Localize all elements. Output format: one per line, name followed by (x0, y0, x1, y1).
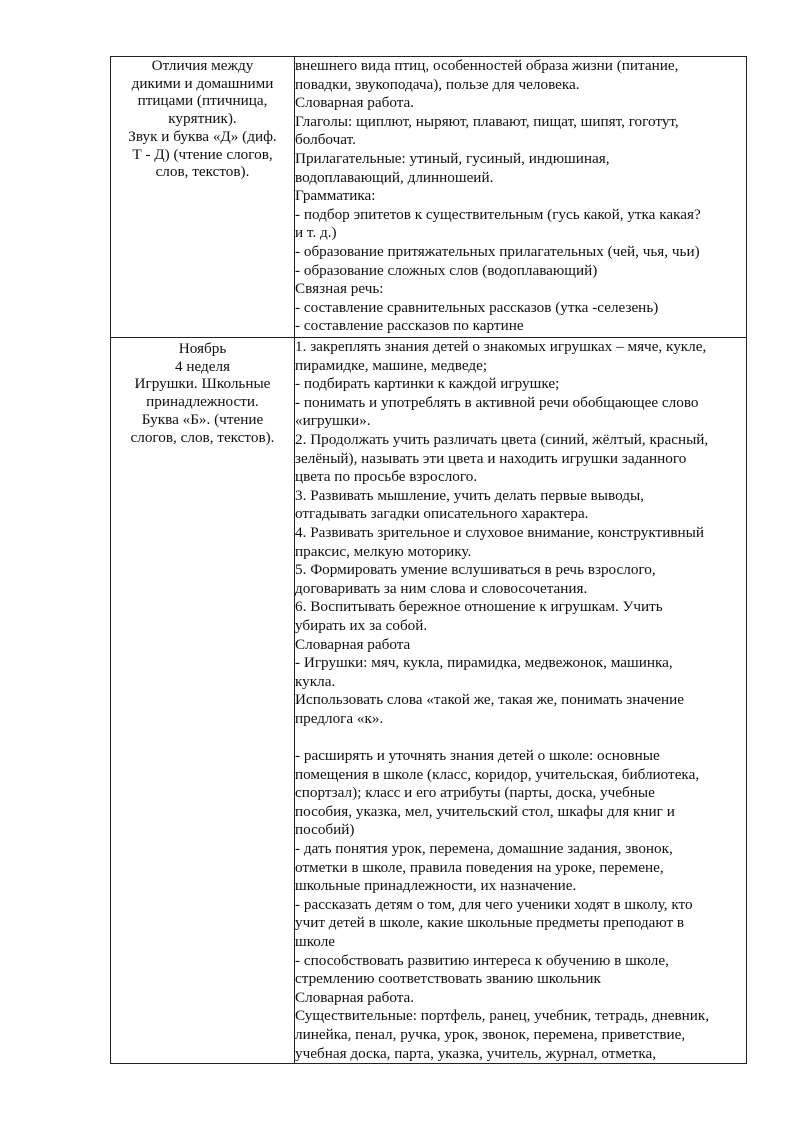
text-line: - дать понятия урок, перемена, домашние задания, звонок, (295, 840, 673, 858)
text-line: Использовать слова «такой же, такая же, понимать значение (295, 691, 684, 709)
text-line: 6. Воспитывать бережное отношение к игрушкам. Учить (295, 598, 663, 616)
text-line: водоплавающий, длинношеий. (295, 168, 494, 186)
text-line: праксис, мелкую моторику. (295, 542, 472, 560)
text-line: зелёный), называть эти цвета и находить игрушки заданного (295, 449, 687, 467)
text-line: учебная доска, парта, указка, учитель, журнал, отметка, (295, 1044, 657, 1062)
text-line: - подбор эпитетов к существительным (гусь какой, утка какая? (295, 205, 701, 223)
text-line: принадлежности. (146, 393, 259, 411)
plan-table (110, 56, 747, 1064)
text-line: кукла. (295, 672, 336, 690)
text-line: предлога «к». (295, 709, 384, 727)
text-line: стремлению соответствовать званию школьник (295, 970, 601, 988)
text-line: Грамматика: (295, 187, 376, 205)
text-line: учит детей в школе, какие школьные предметы преподают в (295, 914, 685, 932)
text-line: помещения в школе (класс, коридор, учительская, библиотека, (295, 765, 700, 783)
text-line: Прилагательные: утиный, гусиный, индюшиная, (295, 149, 610, 167)
text-line: - способствовать развитию интереса к обучению в школе, (295, 951, 669, 969)
text-line: 4. Развивать зрительное и слуховое внимание, конструктивный (295, 523, 704, 541)
text-line: отметки в школе, правила поведения на уроке, перемене, (295, 858, 664, 876)
text-line: Словарная работа. (295, 94, 415, 112)
text-line: Звук и буква «Д» (диф. (128, 127, 277, 145)
text-line: 5. Формировать умение вслушиваться в речь взрослого, (295, 561, 656, 579)
text-line: - составление рассказов по картине (295, 317, 524, 335)
text-line: птицами (птичница, (137, 92, 268, 110)
text-line: «игрушки». (295, 412, 371, 430)
text-line: пирамидке, машине, медведе; (295, 356, 488, 374)
text-line: Существительные: портфель, ранец, учебник, тетрадь, дневник, (295, 1007, 710, 1025)
text-line: Т - Д) (чтение слогов, (132, 145, 273, 163)
text-line: - понимать и употреблять в активной речи обобщающее слово (295, 393, 699, 411)
text-line: - образование сложных слов (водоплавающий) (295, 261, 598, 279)
text-line: школьные принадлежности, их назначение. (295, 877, 577, 895)
text-line: 4 неделя (174, 357, 231, 375)
content-cell (295, 338, 747, 1064)
table-row (111, 338, 747, 1064)
text-line: болбочат. (295, 131, 356, 149)
text-line: - Игрушки: мяч, кукла, пирамидка, медвежонок, машинка, (295, 654, 673, 672)
text-line: пособий) (295, 821, 355, 839)
text-line: и т. д.) (295, 224, 337, 242)
text-line: - образование притяжательных прилагательных (чей, чья, чьи) (295, 242, 700, 260)
text-line: - рассказать детям о том, для чего ученики ходят в школу, кто (295, 895, 693, 913)
text-line: убирать их за собой. (295, 616, 428, 634)
text-line: пособия, указка, мел, учительский стол, шкафы для книг и (295, 802, 675, 820)
text-line: Ноябрь (178, 340, 227, 357)
topic-cell (111, 57, 295, 338)
text-line: отгадывать загадки описательного характера. (295, 505, 589, 523)
text-line: повадки, звукоподача), пользе для человека. (295, 75, 580, 93)
text-line: спортзал); класс и его атрибуты (парты, доска, учебные (295, 784, 655, 802)
text-line: 3. Развивать мышление, учить делать первые выводы, (295, 486, 644, 504)
text-line: - расширять и уточнять знания детей о школе: основные (295, 747, 660, 765)
text-line: Глаголы: щиплют, ныряют, плавают, пищат, шипят, гоготут, (295, 112, 679, 130)
text-line: внешнего вида птиц, особенностей образа жизни (питание, (295, 57, 679, 74)
content-cell (295, 57, 747, 338)
text-line: 1. закреплять знания детей о знакомых игрушках – мяче, кукле, (295, 338, 707, 355)
text-line: Словарная работа (295, 635, 411, 653)
text-line: Буква «Б». (чтение (141, 410, 264, 428)
text-line (295, 728, 746, 747)
table-row (111, 57, 747, 338)
text-line: - составление сравнительных рассказов (утка -селезень) (295, 298, 659, 316)
text-line: Связная речь: (295, 280, 384, 298)
text-line: школе (295, 933, 336, 950)
text-line: курятник). (168, 110, 237, 128)
topic-cell (111, 338, 295, 1064)
text-line: договаривать за ним слова и словосочетания. (295, 579, 588, 597)
text-line: слов, текстов). (155, 163, 250, 181)
text-line: 2. Продолжать учить различать цвета (синий, жёлтый, красный, (295, 430, 709, 448)
text-line: цвета по просьбе взрослого. (295, 468, 478, 486)
text-line: Отличия между (151, 57, 254, 74)
text-line: слогов, слов, текстов). (130, 428, 275, 446)
text-line: линейка, пенал, ручка, урок, звонок, перемена, приветствие, (295, 1025, 686, 1043)
text-line: дикими и домашними (131, 74, 274, 92)
text-line: Словарная работа. (295, 988, 415, 1006)
text-line: - подбирать картинки к каждой игрушке; (295, 375, 560, 393)
text-line: Игрушки. Школьные (134, 375, 271, 393)
